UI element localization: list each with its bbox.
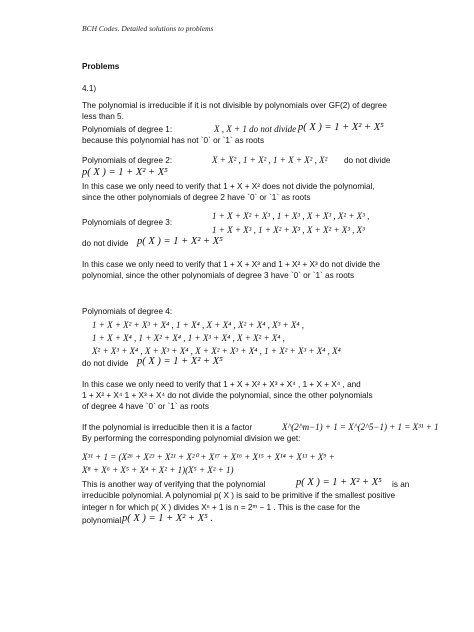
- target-polynomial: p( X ) = 1 + X² + X⁵: [82, 167, 168, 178]
- factor-expression: X^(2^m−1) + 1 = X^(2^5−1) + 1 = X³¹ + 1: [282, 422, 439, 432]
- degree-2-note-1: In this case we only need to verify that 1 + X + X² does not divide the polynomial,: [82, 182, 375, 191]
- problem-number: 4.1): [82, 84, 97, 93]
- final-line-2: irreducible polynomial. A polynomial p( X ) is said to be primitive if the smallest positive: [82, 491, 396, 500]
- factor-line-1: If the polynomial is irreducible then it is a factor: [82, 423, 253, 432]
- degree-1-polynomials: X , X + 1 do not divide: [214, 124, 297, 134]
- degree-1-label: Polynomials of degree 1:: [82, 125, 173, 134]
- degree-2-note-2: since the other polynomials of degree 2 have `0` or `1` as roots: [82, 193, 311, 202]
- degree-2-tail: do not divide: [344, 156, 391, 165]
- degree-4-note-3: of degree 4 have `0` or `1` as roots: [82, 402, 209, 411]
- degree-3-row-1: 1 + X + X² + X³ , 1 + X³ , X + X³ , X² + X³ ,: [212, 211, 370, 221]
- target-polynomial: p( X ) = 1 + X² + X⁵: [296, 477, 382, 488]
- do-not-divide: do not divide: [82, 239, 129, 248]
- factor-line-2: By performing the corresponding polynomial division we get:: [82, 434, 301, 443]
- final-line-1-tail: is an: [392, 480, 410, 489]
- target-polynomial: p( X ) = 1 + X² + X⁵ .: [122, 513, 214, 524]
- division-result-1: X³¹ + 1 = (X²⁶ + X²³ + X²¹ + X²⁰ + X¹⁷ + X¹⁶ + X¹⁵ + X¹⁴ + X¹³ + X⁹ +: [82, 452, 335, 462]
- final-line-4: polynomial: [82, 516, 122, 525]
- intro-line-2: less than 5.: [82, 112, 124, 121]
- intro-line-1: The polynomial is irreducible if it is not divisible by polynomials over GF(2) of degree: [82, 101, 387, 110]
- target-polynomial: p( X ) = 1 + X² + X⁵: [137, 356, 223, 367]
- degree-4-row-1: 1 + X + X² + X³ + X⁴ , 1 + X⁴ , X + X⁴ , X² + X⁴ , X³ + X⁴ ,: [92, 320, 304, 330]
- degree-3-label: Polynomials of degree 3:: [82, 218, 173, 227]
- degree-4-row-2: 1 + X + X⁴ , 1 + X² + X⁴ , 1 + X³ + X⁴ , X + X² + X⁴ ,: [92, 333, 285, 343]
- degree-4-row-3: X² + X³ + X⁴ , X + X³ + X⁴ , X + X² + X³ + X⁴ , 1 + X² + X³ + X⁴ , X⁴: [92, 346, 341, 356]
- target-polynomial: p( X ) = 1 + X² + X⁵: [137, 236, 223, 247]
- degree-2-label: Polynomials of degree 2:: [82, 156, 173, 165]
- degree-2-polynomials: X + X² , 1 + X² , 1 + X + X² , X²: [212, 155, 328, 165]
- division-result-2: X⁸ + X⁶ + X⁵ + X⁴ + X² + 1)(X⁵ + X² + 1): [82, 465, 234, 475]
- degree-4-note-2: 1 + X² + X⁴ 1 + X³ + X⁴ do not divide the polynomial, since the other polynomials: [82, 391, 373, 400]
- degree-4-note-1: In this case we only need to verify that 1 + X + X² + X³ + X⁴ , 1 + X + X⁴ , and: [82, 380, 361, 389]
- degree-3-note-2: polynomial, since the other polynomials of degree 3 have `0` or `1` as roots: [82, 271, 355, 280]
- degree-3-note-1: In this case we only need to verify that 1 + X + X³ and 1 + X² + X³ do not divide the: [82, 260, 381, 269]
- final-line-3: integer n for which p( X ) divides Xⁿ + 1 is n = 2ᵐ − 1 . This is the case for the: [82, 503, 361, 512]
- degree-1-note: because this polynomial has not `0` or `1` as roots: [82, 136, 265, 145]
- degree-4-label: Polynomials of degree 4:: [82, 307, 173, 316]
- target-polynomial: p( X ) = 1 + X² + X⁵: [298, 122, 384, 133]
- final-line-1: This is another way of verifying that the polynomial: [82, 480, 266, 489]
- section-title: Problems: [82, 62, 120, 71]
- degree-3-row-2: 1 + X + X³ , 1 + X² + X³ , X + X² + X³ , X³: [212, 225, 365, 235]
- do-not-divide: do not divide: [82, 359, 129, 368]
- running-header: BCH Codes. Detailed solutions to problems: [82, 24, 214, 33]
